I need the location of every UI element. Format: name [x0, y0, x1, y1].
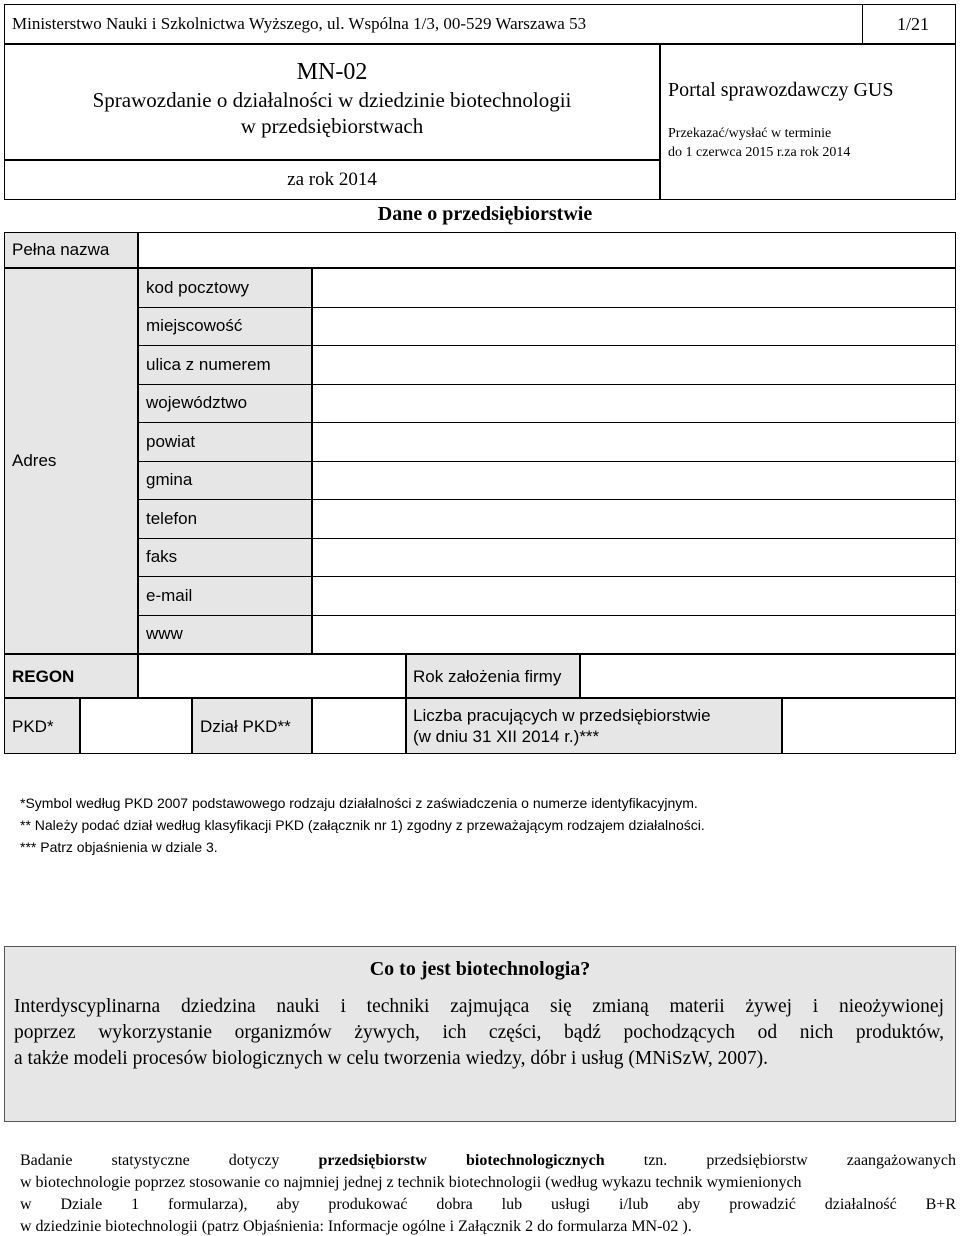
address-field-fax: faks	[146, 547, 178, 566]
pkd-section-field[interactable]	[312, 698, 406, 754]
footnote-pkd: *Symbol według PKD 2007 podstawowego rodzaju działalności z zaświadczenia o numerze identyfikacyjnym.	[20, 795, 698, 811]
full-name-field[interactable]	[138, 232, 956, 268]
addr-divider	[138, 422, 956, 423]
survey-line1	[20, 1150, 956, 1172]
founded-label: Rok założenia firmy	[413, 667, 562, 686]
pkd-field[interactable]	[80, 698, 192, 754]
founded-field[interactable]	[580, 654, 956, 698]
deadline-line2: do 1 czerwca 2015 r.za rok 2014	[668, 145, 851, 160]
definition-text	[14, 994, 944, 1072]
portal-title: Portal sprawozdawczy GUS	[668, 79, 894, 101]
commune-input[interactable]	[314, 463, 954, 498]
address-field-city: miejscowość	[146, 316, 243, 335]
company-section-title: Dane o przedsiębiorstwie	[377, 203, 593, 225]
survey-line1-b: tzn. przedsiębiorstw zaangażowanych	[643, 1152, 957, 1169]
form-title-line1: Sprawozdanie o działalności w dziedzinie biotechnologii	[92, 88, 572, 112]
definition-line: poprzez wykorzystanie organizmów żywych, ich części, bądź pochodzących od nich produktów,	[14, 1022, 944, 1043]
city-input[interactable]	[314, 309, 954, 344]
footnotes	[20, 792, 950, 858]
addr-divider	[138, 345, 956, 346]
address-field-street: ulica z numerem	[146, 355, 271, 374]
addr-divider	[138, 461, 956, 462]
definition-line: Interdyscyplinarna dziedzina nauki i techniki zajmująca się zmianą materii żywej i nieożywionej	[14, 996, 944, 1017]
regon-field[interactable]	[138, 654, 406, 698]
addr-divider	[138, 384, 956, 385]
addr-divider	[138, 615, 956, 616]
survey-line4: w dziedzinie biotechnologii (patrz Objaśnienia: Informacje ogólne i Załącznik 2 do formularza MN-02 ).	[20, 1218, 692, 1235]
street-input[interactable]	[314, 347, 954, 383]
address-field-email: e-mail	[146, 586, 193, 605]
page-number: 1/21	[896, 14, 929, 34]
regon-label: REGON	[12, 667, 75, 686]
address-label: Adres	[12, 451, 57, 470]
header-divider	[862, 4, 863, 44]
county-input[interactable]	[314, 424, 954, 460]
address-field-phone: telefon	[146, 509, 198, 528]
definition-line: a także modeli procesów biologicznych w celu tworzenia wiedzy, dóbr i usług (MNiSzW, 2007).	[14, 1048, 768, 1069]
survey-line2: w biotechnologie poprzez stosowanie co najmniej jednej z technik biotechnologii (według wykazu technik wymienionych	[20, 1174, 802, 1191]
full-name-label: Pełna nazwa	[12, 240, 110, 259]
ministry-address: Ministerstwo Nauki i Szkolnictwa Wyższego, ul. Wspólna 1/3, 00-529 Warszawa 53	[12, 14, 587, 33]
form-title-line2: w przedsiębiorstwach	[240, 114, 424, 138]
survey-description	[20, 1150, 956, 1236]
form-code: MN-02	[296, 59, 368, 85]
postal-code-input[interactable]	[314, 270, 954, 306]
addr-divider	[138, 576, 956, 577]
survey-line1-a: Badanie statystyczne dotyczy	[20, 1152, 280, 1169]
survey-line3: w Dziale 1 formularza), aby produkować dobra lub usługi i/lub aby prowadzić działalność B+R	[20, 1196, 956, 1213]
fax-input[interactable]	[314, 540, 954, 575]
address-field-postal-code: kod pocztowy	[146, 278, 249, 297]
deadline-line1: Przekazać/wysłać w terminie	[668, 126, 832, 141]
addr-divider	[138, 499, 956, 500]
employees-label-line1: Liczba pracujących w przedsiębiorstwie	[413, 706, 711, 725]
address-field-commune: gmina	[146, 470, 193, 489]
definition-heading: Co to jest biotechnologia?	[369, 958, 591, 980]
address-field-www: www	[146, 624, 183, 643]
email-input[interactable]	[314, 578, 954, 614]
www-input[interactable]	[314, 617, 954, 653]
pkd-label: PKD*	[12, 717, 54, 736]
address-field-voivodeship: województwo	[146, 393, 248, 412]
footnote-employees: *** Patrz objaśnienia w dziale 3.	[20, 839, 218, 855]
addr-divider	[138, 307, 956, 308]
footnote-pkd-section: ** Należy podać dział według klasyfikacji PKD (załącznik nr 1) zgodny z przeważającym rodzajem działalności.	[20, 817, 705, 833]
addr-divider	[138, 538, 956, 539]
phone-input[interactable]	[314, 501, 954, 537]
pkd-section-label: Dział PKD**	[200, 717, 291, 736]
employees-label-line2: (w dniu 31 XII 2014 r.)***	[413, 727, 600, 746]
employees-field[interactable]	[782, 698, 956, 754]
survey-line1-bold: przedsiębiorstw biotechnologicznych	[318, 1152, 605, 1169]
portal-box	[660, 44, 956, 200]
voivodeship-input[interactable]	[314, 386, 954, 421]
report-year: za rok 2014	[287, 169, 377, 190]
address-field-county: powiat	[146, 432, 196, 451]
